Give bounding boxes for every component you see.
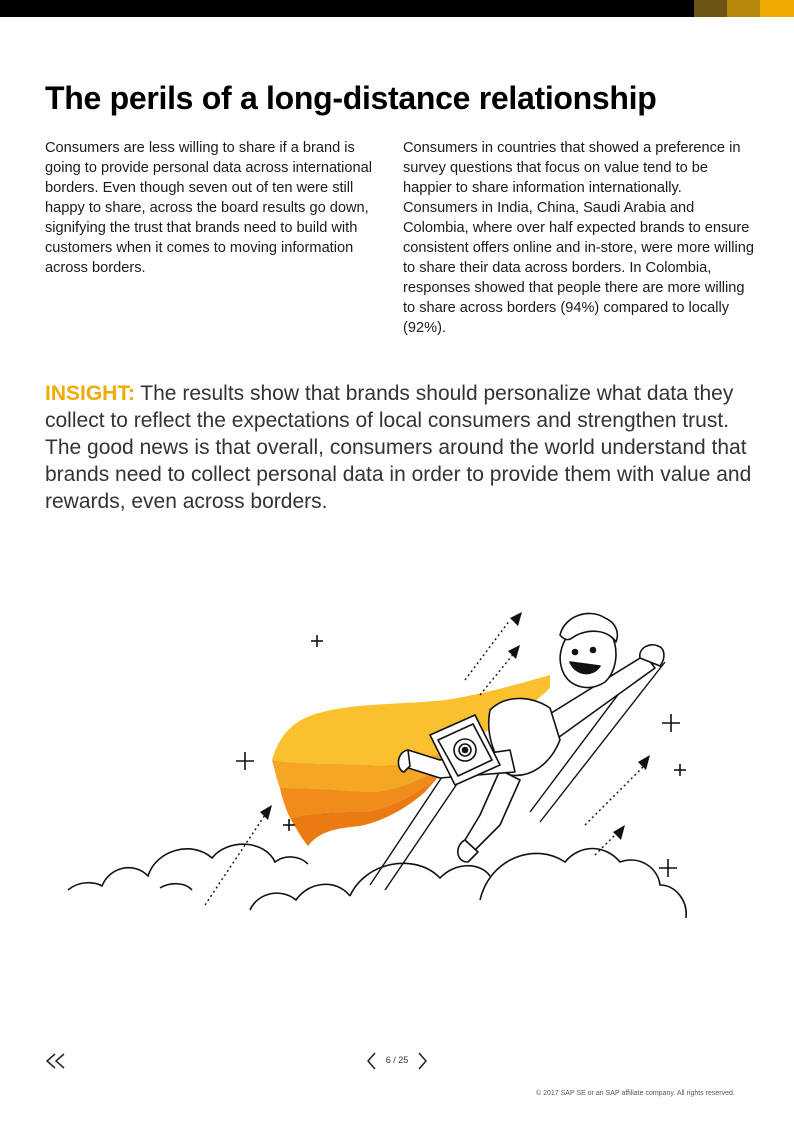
double-chevron-left-icon xyxy=(47,1054,64,1068)
next-page-button[interactable] xyxy=(416,1050,428,1072)
page-indicator: 6 / 25 xyxy=(385,1055,409,1065)
clouds xyxy=(68,844,686,918)
superhero-illustration xyxy=(60,600,740,960)
insight-text: The results show that brands should personalize what data they collect to reflect the expectations of local consumers and strengthen trust. The good news is that overall, consumers around the world understand that brands need to collect personal data in order to provide them with value and rewards, even across borders. xyxy=(45,382,752,513)
insight-label: INSIGHT: xyxy=(45,382,135,405)
hero-figure xyxy=(398,613,664,862)
top-bar xyxy=(0,0,794,17)
copyright-notice: © 2017 SAP SE or an SAP affiliate company. All rights reserved. xyxy=(536,1090,735,1097)
brand-swatch-gold xyxy=(760,0,794,17)
chevron-left-icon xyxy=(368,1053,375,1069)
page-title: The perils of a long-distance relationship xyxy=(45,80,657,116)
insight-paragraph xyxy=(45,380,760,515)
brand-swatch-dark xyxy=(694,0,727,17)
brand-swatch-mid xyxy=(727,0,760,17)
right-column-text: Consumers in countries that showed a preference in survey questions that focus on value tend to be happier to share information internationally. Consumers in India, China, Saudi Arabia and Colombia, where over half expected brands to ensure consistent offers online and in-store, were more willing to share their data across borders. In Colombia, responses showed that people there are more willing to share across borders (94%) compared to locally (92%). xyxy=(403,140,754,336)
chevron-right-icon xyxy=(419,1053,426,1069)
pagination xyxy=(366,1050,428,1072)
prev-page-button[interactable] xyxy=(366,1050,378,1072)
back-to-start-button[interactable] xyxy=(44,1050,68,1072)
left-column-text: Consumers are less willing to share if a brand is going to provide personal data across international borders. Even though seven out of ten were still happy to share, across the board results go down, signifying the trust that brands need to build with customers when it comes to moving information across borders. xyxy=(45,140,372,276)
